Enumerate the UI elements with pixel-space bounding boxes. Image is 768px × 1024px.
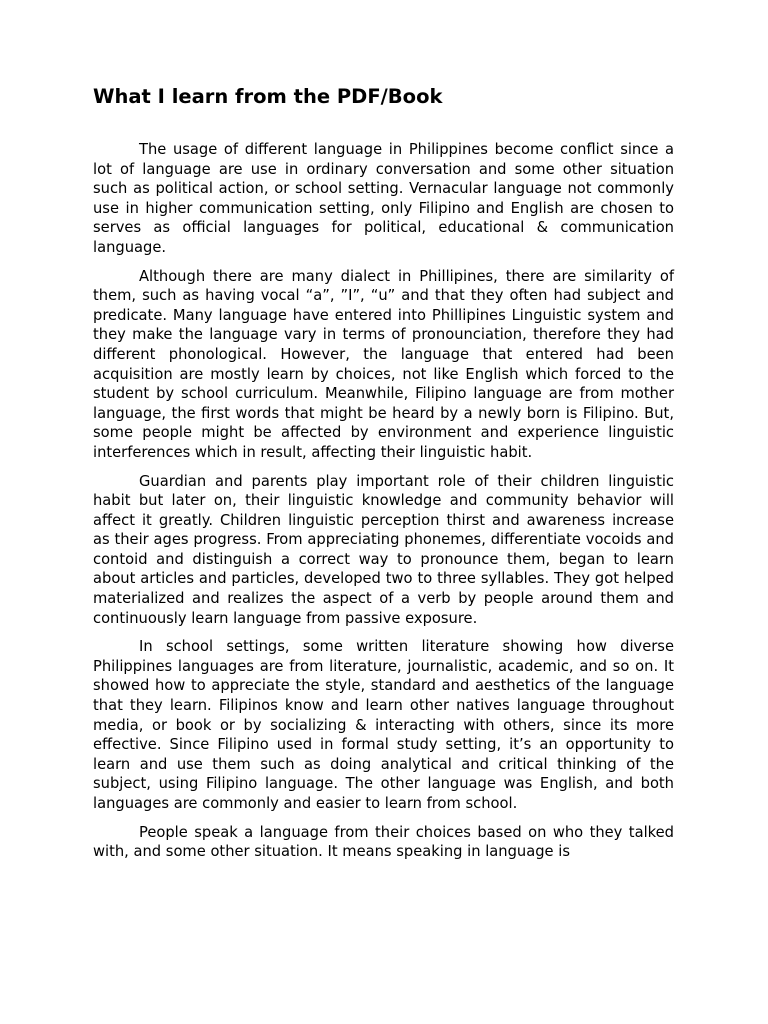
paragraph: Although there are many dialect in Phillipines, there are similarity of them, such as having vocal “a”, ”I”, “u” and that they often had subject and predicate. Many language have entered into Phillipines Linguistic system and they make the language vary in terms of pronounciation, therefore they had different phonological. However, the language that entered had been acquisition are mostly learn by choices, not like English which forced to the student by school curriculum. Meanwhile, Filipino language are from mother language, the first words that might be heard by a newly born is Filipino. But, some people might be affected by environment and experience linguistic interferences which in result, affecting their linguistic habit. xyxy=(93,267,674,461)
paragraph: The usage of different language in Philippines become conflict since a lot of language are use in ordinary conversation and some other situation such as political action, or school setting. Vernacular language not commonly use in higher communication setting, only Filipino and English are chosen to serves as official languages for political, educational & communication language. xyxy=(93,141,674,256)
page-title: What I learn from the PDF/Book xyxy=(93,85,443,108)
body-text xyxy=(93,140,674,871)
paragraph: People speak a language from their choices based on who they talked with, and some other situation. It means speaking in language is xyxy=(93,823,674,861)
paragraph: Guardian and parents play important role of their children linguistic habit but later on, their linguistic knowledge and community behavior will affect it greatly. Children linguistic perception thirst and awareness increase as their ages progress. From appreciating phonemes, differentiate vocoids and contoid and distinguish a correct way to pronounce them, began to learn about articles and particles, developed two to three syllables. They got helped materialized and realizes the aspect of a verb by people around them and continuously learn language from passive exposure. xyxy=(93,472,674,627)
paragraph: In school settings, some written literature showing how diverse Philippines languages are from literature, journalistic, academic, and so on. It showed how to appreciate the style, standard and aesthetics of the language that they learn. Filipinos know and learn other natives language throughout media, or book or by socializing & interacting with others, since its more effective. Since Filipino used in formal study setting, it’s an opportunity to learn and use them such as doing analytical and critical thinking of the subject, using Filipino language. The other language was English, and both languages are commonly and easier to learn from school. xyxy=(93,638,674,812)
